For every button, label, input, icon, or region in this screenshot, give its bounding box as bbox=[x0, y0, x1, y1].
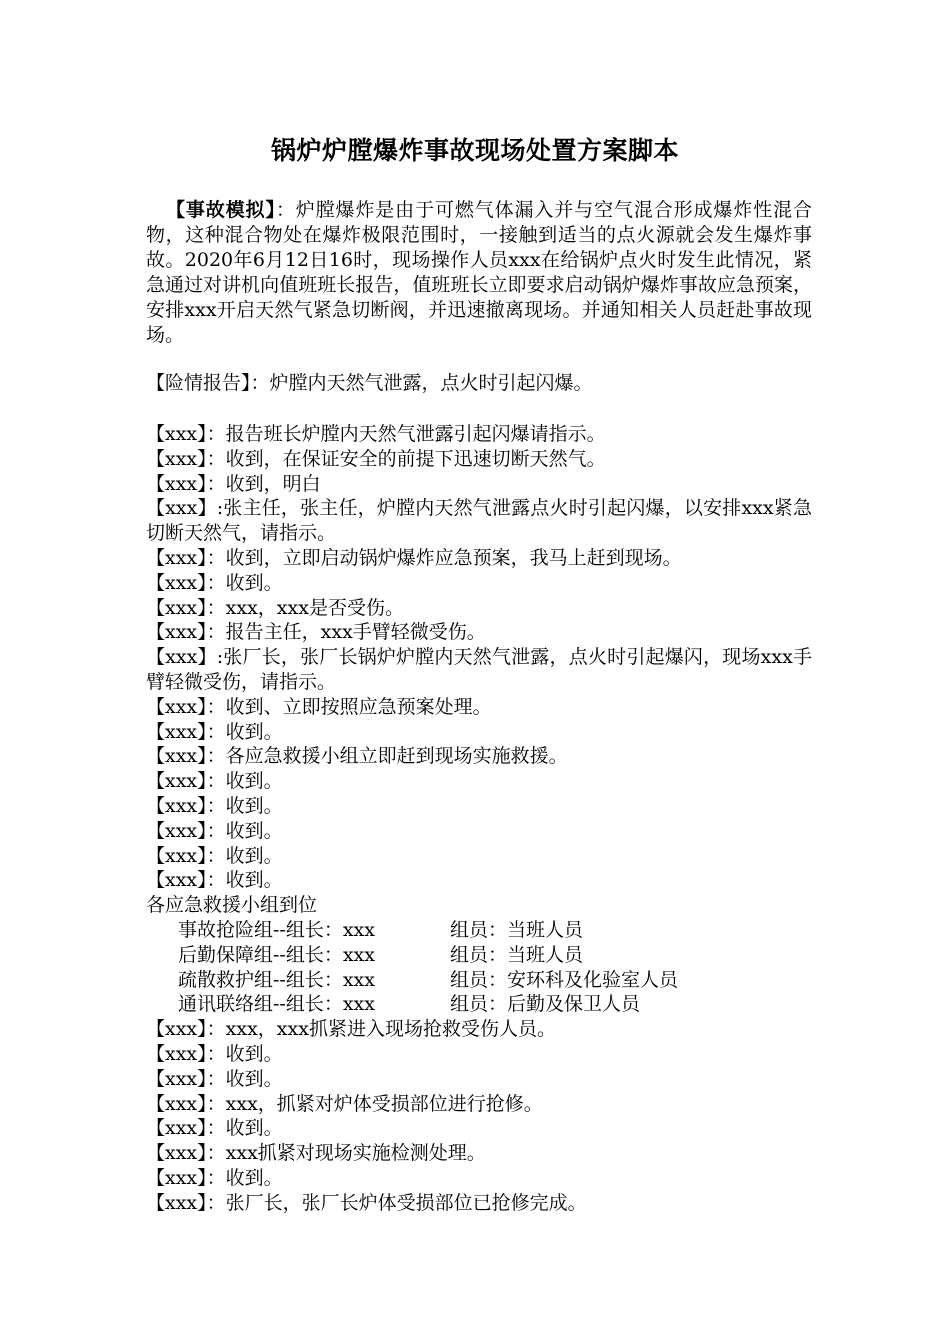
dialogue-line: 【xxx】：收到。 bbox=[146, 1166, 283, 1189]
dialogue-line: 【xxx】：收到。 bbox=[146, 1117, 283, 1140]
team-row bbox=[146, 992, 812, 1017]
dialogue-line: 【xxx】：收到。 bbox=[146, 571, 283, 594]
dialogue-line: 【xxx】：收到，在保证安全的前提下迅速切断天然气。 bbox=[146, 447, 606, 470]
team-group: 通讯联络组--组长：xxx bbox=[178, 993, 375, 1016]
document-title: 锅炉炉膛爆炸事故现场处置方案脚本 bbox=[270, 136, 679, 165]
dialogue-line: 【xxx】：收到。 bbox=[146, 1042, 283, 1065]
team-group: 疏散救护组--组长：xxx bbox=[178, 968, 375, 991]
team-row bbox=[146, 918, 812, 943]
dialogue-line: 【xxx】：各应急救援小组立即赶到现场实施救援。 bbox=[146, 745, 568, 768]
dialogue-line: 【xxx】：收到。 bbox=[146, 869, 283, 892]
danger-report-line: 【险情报告】：炉膛内天然气泄露，点火时引起闪爆。 bbox=[146, 372, 593, 394]
dialogue-line: 【xxx】：xxx，xxx是否受伤。 bbox=[146, 596, 404, 619]
dialogue-line: 【xxx】：报告班长炉膛内天然气泄露引起闪爆请指示。 bbox=[146, 423, 606, 445]
team-members: 组员：当班人员 bbox=[450, 943, 584, 966]
team-group: 事故抢险组--组长：xxx bbox=[178, 918, 375, 941]
team-group: 后勤保障组--组长：xxx bbox=[178, 943, 375, 966]
dialogue-line: 【xxx】：收到，立即启动锅炉爆炸应急预案，我马上赶到现场。 bbox=[146, 546, 682, 569]
dialogue-line: 【xxx】：报告主任，xxx手臂轻微受伤。 bbox=[146, 621, 486, 644]
dialogue-line: 【xxx】：xxx，xxx抓紧进入现场抢救受伤人员。 bbox=[146, 1018, 556, 1041]
dialogue-line: 【xxx】：收到。 bbox=[146, 844, 283, 867]
team-members: 组员：当班人员 bbox=[450, 918, 584, 941]
team-row bbox=[146, 968, 812, 993]
dialogue-line: 【xxx】：xxx，抓紧对炉体受损部位进行抢修。 bbox=[146, 1092, 543, 1115]
dialogue-line: 【xxx】：xxx抓紧对现场实施检测处理。 bbox=[146, 1142, 486, 1165]
team-row bbox=[146, 943, 812, 968]
dialogue-script bbox=[146, 422, 812, 1216]
accident-simulation-paragraph bbox=[146, 198, 812, 348]
dialogue-line: 【xxx】：张厂长，张厂长炉体受损部位已抢修完成。 bbox=[146, 1191, 587, 1214]
dialogue-line: 【xxx】：收到。 bbox=[146, 720, 283, 743]
team-members: 组员：后勤及保卫人员 bbox=[450, 993, 641, 1016]
accident-simulation-label: 【事故模拟】 bbox=[166, 199, 276, 221]
dialogue-line: 【xxx】：收到、立即按照应急预案处理。 bbox=[146, 695, 492, 718]
accident-simulation-text: ：炉膛爆炸是由于可燃气体漏入并与空气混合形成爆炸性混合物，这种混合物处在爆炸极限范围时，一接触到适当的点火源就会发生爆炸事故。2020年6月12日16时，现场操作人员xxx在给锅炉点火时发生此情况，紧急通过对讲机向值班班长报告，值班班长立即要求启动锅炉爆炸事故应急预案，安排xxx开启天然气紧急切断阀，并迅速撤离现场。并通知相关人员赶赴事故现场。 bbox=[146, 199, 812, 346]
dialogue-line: 【xxx】：收到，明白 bbox=[146, 472, 321, 495]
dialogue-line: 【xxx】：收到。 bbox=[146, 1067, 283, 1090]
rescue-teams-heading: 各应急救援小组到位 bbox=[146, 894, 318, 917]
team-members: 组员：安环科及化验室人员 bbox=[450, 968, 679, 991]
dialogue-line: 【xxx】:张厂长，张厂长锅炉炉膛内天然气泄露，点火时引起爆闪，现场xxx手臂轻微受伤，请指示。 bbox=[146, 646, 812, 693]
dialogue-line: 【xxx】:张主任，张主任，炉膛内天然气泄露点火时引起闪爆，以安排xxx紧急切断天然气，请指示。 bbox=[146, 497, 812, 545]
dialogue-line: 【xxx】：收到。 bbox=[146, 819, 283, 842]
dialogue-line: 【xxx】：收到。 bbox=[146, 770, 283, 793]
dialogue-line: 【xxx】：收到。 bbox=[146, 794, 283, 817]
